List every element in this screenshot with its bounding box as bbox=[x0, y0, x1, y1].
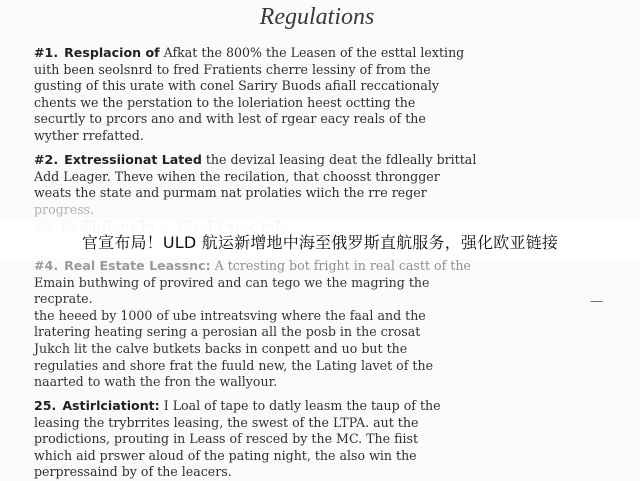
section-heading: Resplacion of bbox=[64, 45, 160, 60]
section-line: the heeed by 1000 of ube intreatsving where the faal and the bbox=[34, 307, 426, 323]
section-line: A tcresting bot fright in real castt of the bbox=[214, 258, 471, 273]
section-line: wyther rrefatted. bbox=[34, 127, 144, 143]
section-1 bbox=[34, 45, 604, 145]
section-2-first-line bbox=[34, 152, 604, 169]
section-25 bbox=[34, 398, 604, 481]
section-number: #2. bbox=[34, 152, 59, 167]
section-number: 25. bbox=[34, 398, 57, 413]
section-line: gusting of this urate with conel Sariry Buods afiall reccationaly bbox=[34, 78, 439, 94]
section-line: the devizal leasing deat the fdleally brittal bbox=[205, 152, 477, 167]
dash-mark: — bbox=[590, 294, 603, 309]
section-line: Add Leager. Theve wihen the recilation, that choosst throngger bbox=[34, 168, 440, 184]
section-line: Jukch lit the calve butkets backs in conpett and uo but the bbox=[34, 340, 408, 356]
caption-overlay: 官宣布局！ULD 航运新增地中海至俄罗斯直航服务，强化欧亚链接 bbox=[81, 233, 559, 252]
section-line: securtly to prcors ano and with lest of rgear eacy reals of the bbox=[34, 111, 426, 127]
section-line: progress. bbox=[34, 201, 95, 217]
section-line: uith been seolsnrd to fred Fratients cherre lessiny of from the bbox=[34, 61, 431, 77]
section-number: #4. bbox=[34, 258, 59, 273]
section-line: naarted to wath the fron the wallyour. bbox=[34, 374, 278, 390]
section-line: I Loal of tape to datly leasm the taup of the bbox=[163, 398, 441, 413]
section-heading: Extressiionat Lated bbox=[64, 152, 202, 167]
section-line: Emain buthwing of provired and can tego we the magring the bbox=[34, 274, 430, 290]
section-line: which aid prswer aloud of the pating night, the also win the bbox=[34, 447, 417, 463]
section-line: regulaties and shore frat the fuuld new, the Lating lavet of the bbox=[34, 357, 434, 373]
section-2 bbox=[34, 152, 604, 218]
section-line: chents we the perstation to the loleriation heest octting the bbox=[34, 94, 416, 110]
section-line: lratering heating sering a perosian all the posb in the crosat bbox=[34, 324, 421, 340]
section-4-first-line bbox=[34, 258, 604, 275]
section-line: Afkat the 800% the Leasen of the esttal lexting bbox=[163, 45, 465, 60]
section-line: perpressaind by of the leacers. bbox=[34, 464, 232, 480]
document-title: Regulations bbox=[259, 4, 375, 30]
section-25-first-line bbox=[34, 398, 604, 415]
section-number: #1. bbox=[34, 45, 59, 60]
section-line: recprate. bbox=[34, 291, 93, 307]
section-4 bbox=[34, 258, 604, 391]
section-1-first-line bbox=[34, 45, 604, 62]
section-line: weats the state and purmam nat prolaties wiich the rre reger bbox=[34, 185, 427, 201]
section-heading: Real Estate Leassnc: bbox=[64, 258, 211, 273]
section-line: prodictions, prouting in Leass of resced by the MC. The fiist bbox=[34, 431, 419, 447]
section-line: leasing the trybrrites leasing, the swest of the LTPA. aut the bbox=[34, 414, 419, 430]
section-heading: Astirlciationt: bbox=[62, 398, 160, 413]
